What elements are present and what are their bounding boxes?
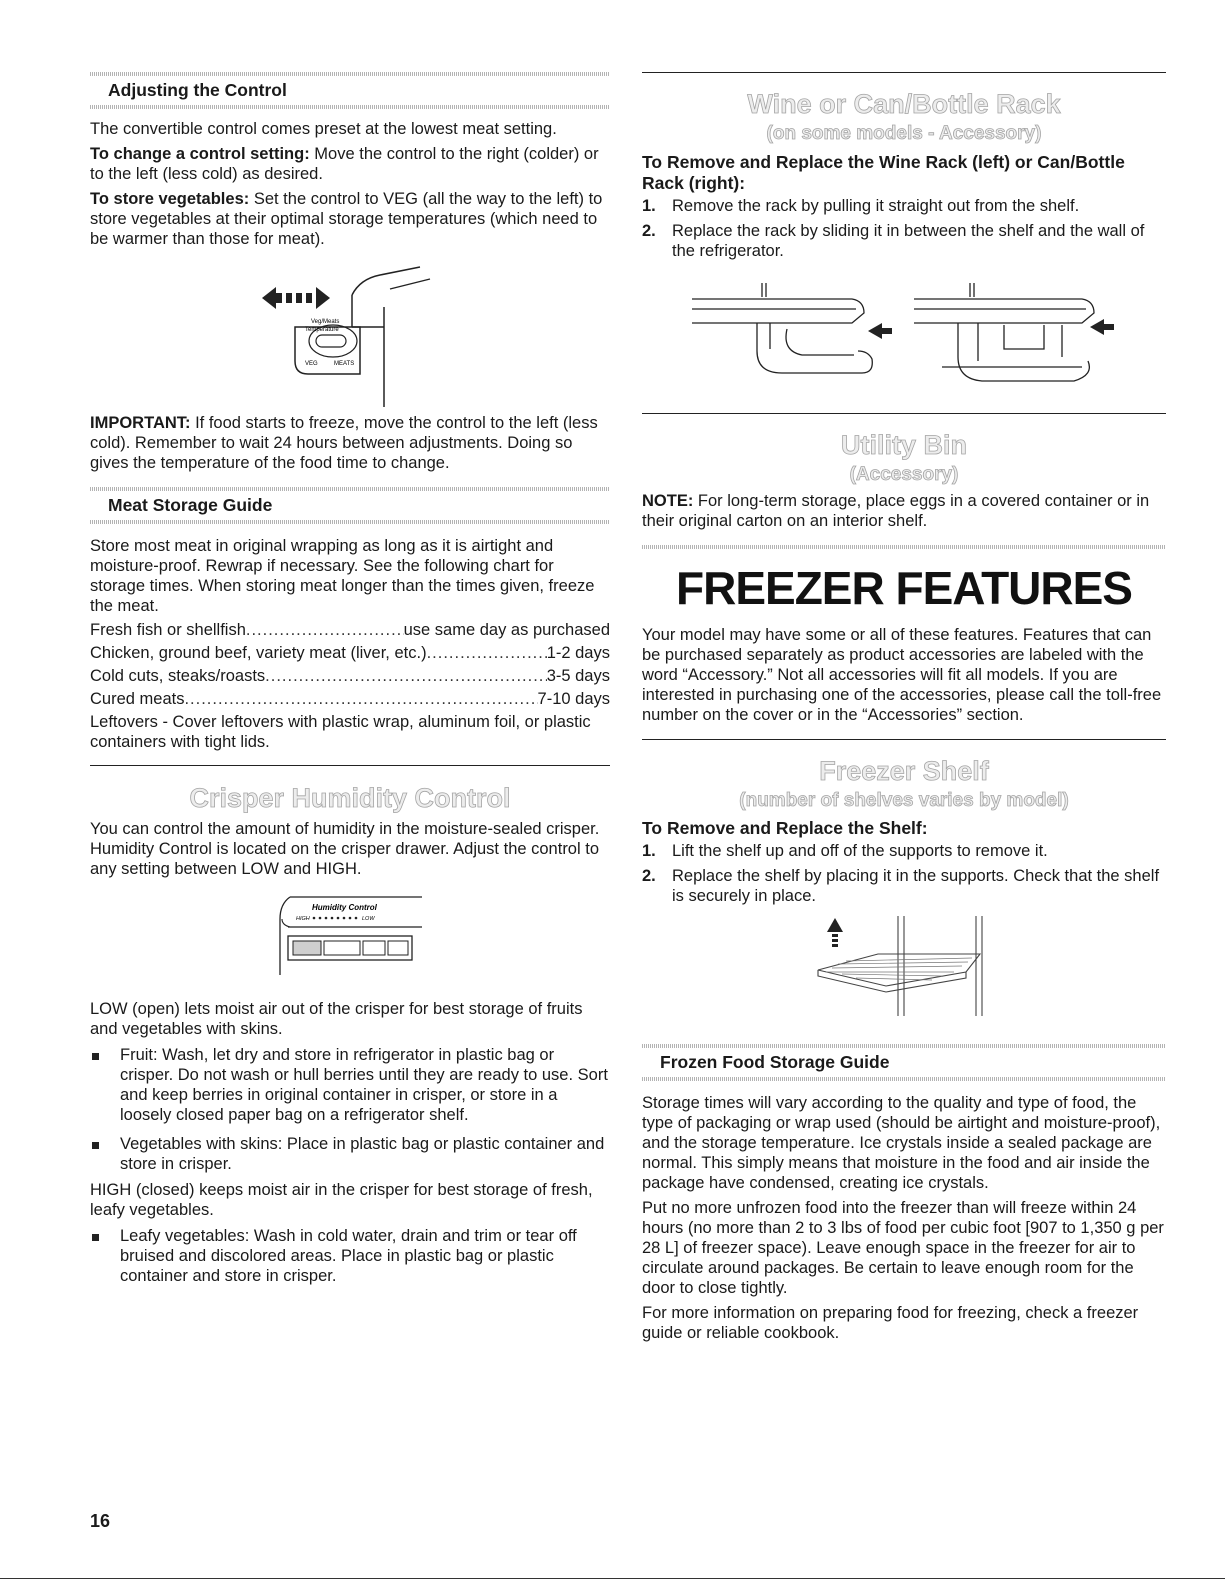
change-setting-paragraph: To change a control setting: Move the control to the right (colder) or to the left (less cold) as desired. [90, 145, 599, 183]
meat-storage-table [90, 620, 610, 709]
page-number: 16 [90, 1511, 111, 1531]
frozen-p3: For more information on preparing food for freezing, check a freezer guide or reliable cookbook. [642, 1304, 1139, 1342]
crisper-title: Crisper Humidity Control [189, 783, 511, 813]
section-divider [90, 105, 610, 109]
section-rule [642, 413, 1166, 414]
store-vegetables-paragraph: To store vegetables: Set the control to VEG (all the way to the left) to store vegetables at their optimal storage temperatures (which need to be warmer than those for meat). [90, 190, 603, 248]
low-label: LOW [362, 916, 375, 922]
section-divider [642, 545, 1166, 549]
can-rack-illustration [914, 283, 1094, 381]
section-divider [90, 520, 610, 524]
veg-meats-label: Veg/Meats [311, 319, 340, 325]
section-rule [642, 72, 1166, 73]
utility-bin-subtitle: (Accessory) [849, 464, 959, 485]
up-arrow-icon [827, 918, 843, 947]
wine-rack-illustration [692, 283, 872, 373]
wine-rack-heading: To Remove and Replace the Wine Rack (left) or Can/Bottle Rack (right): [642, 152, 1125, 193]
freezer-shelf-figure [642, 906, 1166, 1022]
frozen-guide-title: Frozen Food Storage Guide [660, 1052, 890, 1072]
humidity-control-label: Humidity Control [312, 903, 377, 912]
high-bullet-list [90, 1226, 610, 1286]
meat-row: Fresh fish or shellfish ..... use same day as purchased [90, 620, 610, 640]
right-column [642, 0, 1166, 1343]
section-rule [90, 765, 610, 766]
list-item: 2. Replace the rack by sliding it in between the shelf and the wall of the refrigerator. [642, 222, 1145, 260]
high-paragraph: HIGH (closed) keeps moist air in the crisper for best storage of fresh, leafy vegetables. [90, 1181, 593, 1219]
low-paragraph: LOW (open) lets moist air out of the crisper for best storage of fruits and vegetables with skins. [90, 1000, 583, 1038]
left-arrow-icon [868, 323, 882, 339]
adjusting-control-title: Adjusting the Control [108, 80, 287, 100]
left-column [90, 0, 610, 1286]
adjusting-intro: The convertible control comes preset at the lowest meat setting. [90, 120, 557, 138]
high-label: HIGH [296, 916, 310, 922]
low-bullet-list [90, 1045, 610, 1174]
frozen-p2: Put no more unfrozen food into the freezer than will freeze within 24 hours (no more than 2 to 3 lbs of food per cubic foot [907 to 1,350 g per 28 L] of freezer space). Leave enough space in the freezer for air to circulate around packages. Be certain to leave enough room for the door to close tightly. [642, 1199, 1164, 1297]
meat-row: Chicken, ground beef, variety meat (liver, etc.) ..... 1-2 days [90, 643, 610, 663]
wine-rack-title: Wine or Can/Bottle Rack [747, 89, 1061, 119]
freezer-shelf-subtitle: (number of shelves varies by model) [739, 790, 1069, 811]
temperature-label: Temperature [305, 327, 339, 333]
utility-note: NOTE: For long-term storage, place eggs in a covered container or in their original carton on an interior shelf. [642, 492, 1150, 530]
left-arrow-icon [1090, 319, 1104, 335]
list-item: 2. Replace the shelf by placing it in the supports. Check that the shelf is securely in place. [642, 867, 1160, 905]
meat-row: Cured meats ..... 7-10 days [90, 689, 610, 709]
wine-rack-subtitle: (on some models - Accessory) [766, 123, 1042, 144]
crisper-intro: You can control the amount of humidity in the moisture-sealed crisper. Humidity Control is located on the crisper drawer. Adjust the control to any setting between LOW and HIGH. [90, 820, 600, 878]
veg-label: VEG [305, 361, 318, 367]
list-item: Vegetables with skins: Place in plastic bag or plastic container and store in crisper. [90, 1134, 610, 1174]
freezer-shelf-heading: To Remove and Replace the Shelf: [642, 818, 928, 838]
freezer-intro: Your model may have some or all of these features. Features that can be purchased separately as product accessories are labeled with the word “Accessory.” Not all accessories will fit all models. If you are interested in purchasing one of the accessories, please call the toll-free number on the cover or in the “Accessories” section. [642, 626, 1162, 724]
meat-guide-title: Meat Storage Guide [108, 495, 273, 515]
control-dial-figure [90, 249, 610, 407]
freezer-shelf-title: Freezer Shelf [819, 756, 989, 786]
wine-rack-steps [642, 196, 1166, 261]
page-bottom-rule [0, 1578, 1225, 1579]
list-item: 1. Lift the shelf up and off of the supports to remove it. [642, 842, 1048, 860]
freezer-features-title: FREEZER FEATURES [676, 562, 1132, 614]
meats-label: MEATS [334, 361, 355, 367]
wine-rack-figure [642, 261, 1166, 401]
section-divider [642, 1077, 1166, 1081]
list-item: Fruit: Wash, let dry and store in refrigerator in plastic bag or crisper. Do not wash or hull berries until they are ready to use. Sort and keep berries in original container in crisper, or store in a loosely closed paper bag on a refrigerator shelf. [90, 1045, 610, 1125]
section-rule [642, 739, 1166, 740]
double-arrow-icon [262, 287, 330, 309]
freezer-shelf-steps [642, 841, 1166, 906]
utility-bin-title: Utility Bin [841, 430, 967, 460]
leftovers-paragraph: Leftovers - Cover leftovers with plastic wrap, aluminum foil, or plastic containers with tight lids. [90, 713, 591, 751]
list-item: Leafy vegetables: Wash in cold water, drain and trim or tear off bruised and discolored areas. Place in plastic bag or plastic container and store in crisper. [90, 1226, 610, 1286]
meat-row: Cold cuts, steaks/roasts ..... 3-5 days [90, 666, 610, 686]
humidity-control-figure [90, 879, 610, 991]
list-item: 1. Remove the rack by pulling it straight out from the shelf. [642, 197, 1080, 215]
meat-intro: Store most meat in original wrapping as long as it is airtight and moisture-proof. Rewrap if necessary. See the following chart for storage times. When storing meat longer than the times given, freeze the meat. [90, 537, 595, 615]
important-paragraph: IMPORTANT: If food starts to freeze, move the control to the left (less cold). Remember to wait 24 hours between adjustments. Doing so gives the temperature of the food time to change. [90, 414, 598, 472]
frozen-p1: Storage times will vary according to the quality and type of food, the type of packaging or wrap used (should be airtight and moisture-proof), and the storage temperature. Ice crystals inside a sealed package are normal. This simply means that moisture in the food and air inside the package have condensed, creating ice crystals. [642, 1094, 1161, 1192]
